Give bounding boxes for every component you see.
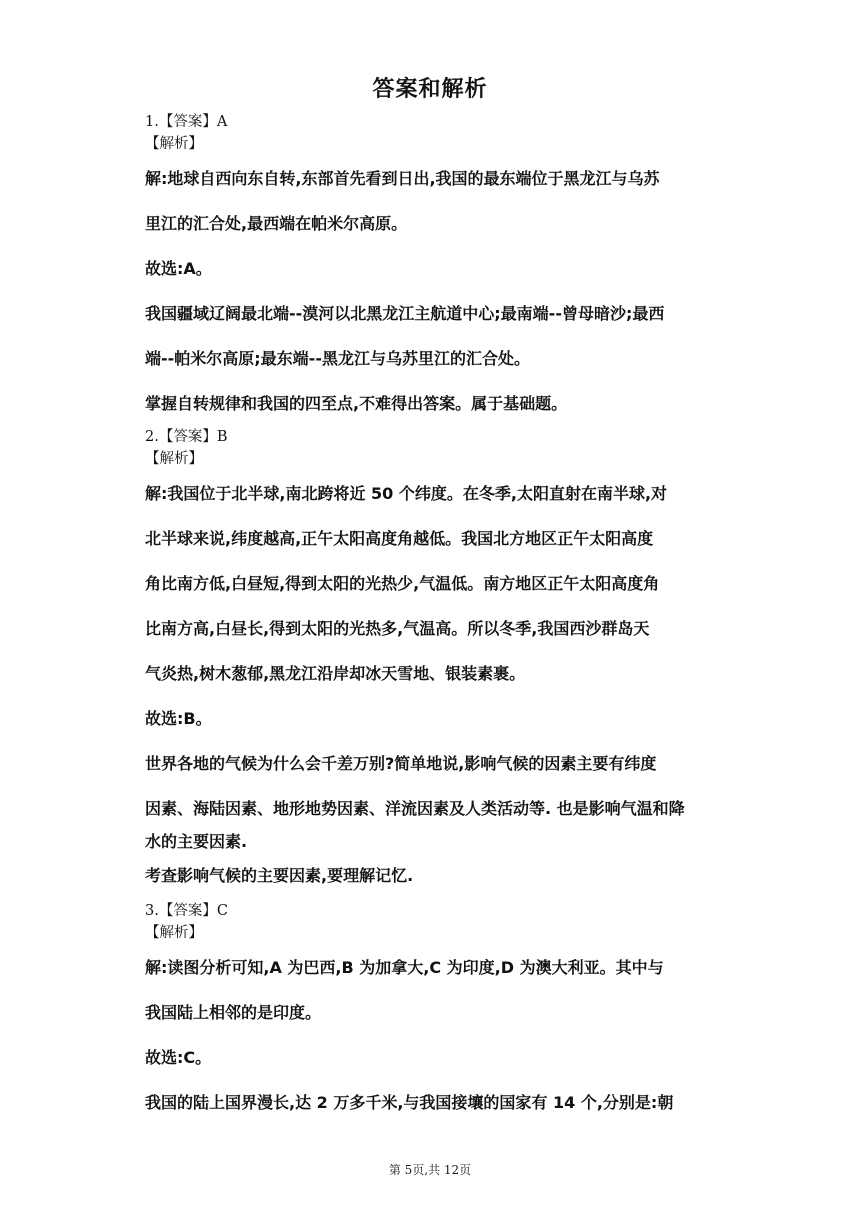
answer-2-line: 故选:B。 bbox=[145, 709, 212, 728]
answer-2-line: 北半球来说,纬度越高,正午太阳高度角越低。我国北方地区正午太阳高度 bbox=[145, 529, 654, 548]
page-footer: 第 5页,共 12页 bbox=[388, 1163, 472, 1177]
answer-2-line: 世界各地的气候为什么会千差万别?简单地说,影响气候的因素主要有纬度 bbox=[145, 754, 657, 773]
answer-2-line: 水的主要因素. bbox=[145, 832, 248, 851]
answer-3-line: 我国陆上相邻的是印度。 bbox=[145, 1003, 322, 1022]
answer-1-head: 1.【答案】A bbox=[145, 114, 228, 130]
answer-1-line: 解:地球自西向东自转,东部首先看到日出,我国的最东端位于黑龙江与乌苏 bbox=[145, 169, 660, 188]
answer-3-line: 我国的陆上国界漫长,达 2 万多千米,与我国接壤的国家有 14 个,分别是:朝 bbox=[145, 1093, 674, 1112]
answer-1-line: 里江的汇合处,最西端在帕米尔高原。 bbox=[145, 214, 408, 233]
answer-1-line: 掌握自转规律和我国的四至点,不难得出答案。属于基础题。 bbox=[145, 394, 568, 413]
page-title: 答案和解析 bbox=[372, 77, 488, 102]
answer-2-line: 解:我国位于北半球,南北跨将近 50 个纬度。在冬季,太阳直射在南半球,对 bbox=[145, 484, 668, 503]
answer-3-line: 解:读图分析可知,A 为巴西,B 为加拿大,C 为印度,D 为澳大利亚。其中与 bbox=[145, 958, 664, 977]
answer-1-label: 【解析】 bbox=[145, 136, 203, 152]
answer-1-line: 端--帕米尔高原;最东端--黑龙江与乌苏里江的汇合处。 bbox=[145, 349, 530, 368]
answer-2-line: 角比南方低,白昼短,得到太阳的光热少,气温低。南方地区正午太阳高度角 bbox=[145, 574, 660, 593]
answer-2-line: 考查影响气候的主要因素,要理解记忆. bbox=[145, 866, 414, 885]
answer-2-label: 【解析】 bbox=[145, 451, 203, 467]
answer-1-line: 故选:A。 bbox=[145, 259, 212, 278]
answer-2-line: 比南方高,白昼长,得到太阳的光热多,气温高。所以冬季,我国西沙群岛天 bbox=[145, 619, 650, 638]
answer-2-head: 2.【答案】B bbox=[145, 429, 228, 445]
answer-2-line: 因素、海陆因素、地形地势因素、洋流因素及人类活动等. 也是影响气温和降 bbox=[145, 799, 685, 818]
answer-3-head: 3.【答案】C bbox=[145, 903, 228, 919]
answer-1-line: 我国疆域辽阔最北端--漠河以北黑龙江主航道中心;最南端--曾母暗沙;最西 bbox=[145, 304, 665, 323]
answer-3-line: 故选:C。 bbox=[145, 1048, 212, 1067]
answer-2-line: 气炎热,树木葱郁,黑龙江沿岸却冰天雪地、银装素裹。 bbox=[145, 664, 526, 683]
answer-3-label: 【解析】 bbox=[145, 925, 203, 941]
